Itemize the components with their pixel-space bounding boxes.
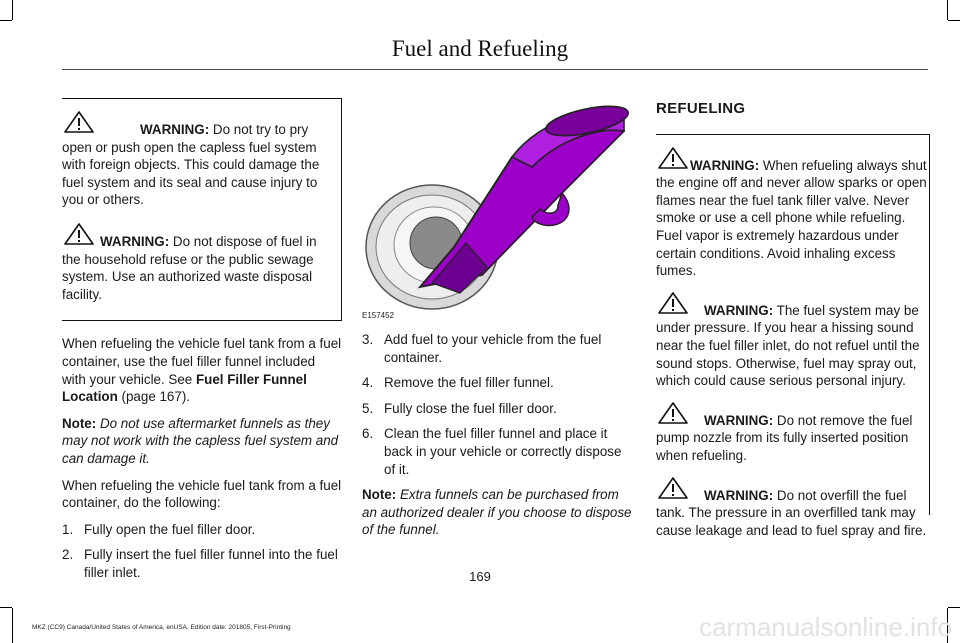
note <box>362 486 634 539</box>
cross-reference-link[interactable]: Fuel Filler Funnel Location <box>62 371 307 405</box>
right-column <box>656 100 930 538</box>
warning-text: Do not overfill the fuel tank. The pressure in an overfilled tank may cause leakage and lead to fuel spray and fire. <box>656 487 927 538</box>
warning-text: When refueling always shut the engine off and never allow sparks or open flames near the fuel tank filler valve. Never smoke or use a cell phone while refueling. Fuel vapor is extremely hazardous under certain conditions. Avoid inhaling excess fumes. <box>656 157 927 279</box>
warning-block <box>62 121 337 209</box>
warning-label: WARNING: <box>690 157 760 173</box>
paragraph: When refueling the vehicle fuel tank from a fuel container, do the following: <box>62 477 342 511</box>
warning-triangle-icon <box>64 111 94 133</box>
edition-footer: MKZ (CC9) Canada/United States of America, enUSA, Edition date: 201805, First-Printing <box>32 624 291 631</box>
list-item <box>362 374 634 392</box>
note <box>62 415 342 468</box>
crop-mark <box>12 608 13 643</box>
warning-label: WARNING: <box>704 302 774 318</box>
step-number: 2. <box>62 547 74 563</box>
step-number: 4. <box>362 375 374 391</box>
step-number: 5. <box>362 400 374 416</box>
note-text: Do not use aftermarket funnels as they may not work with the capless fuel system and can damage it. <box>62 415 339 466</box>
paragraph-text: When refueling the vehicle fuel tank from a fuel container, use the fuel filler funnel included with your vehicle. See <box>62 336 342 387</box>
warning-label: WARNING: <box>140 122 210 137</box>
step-text: Add fuel to your vehicle from the fuel container. <box>384 332 602 365</box>
middle-column <box>362 331 634 548</box>
warning-text: Do not try to pry open or push open the capless fuel system with foreign objects. This could damage the fuel system and its seal and cause injury to you or others. <box>62 122 320 208</box>
crop-mark <box>0 607 12 608</box>
step-text: Fully close the fuel filler door. <box>384 400 557 416</box>
step-text: Fully open the fuel filler door. <box>84 521 256 537</box>
left-column <box>62 98 342 589</box>
warning-label: WARNING: <box>704 412 774 428</box>
step-number: 6. <box>362 426 374 442</box>
figure-code: E157452 <box>362 311 395 320</box>
warning-triangle-icon <box>64 223 94 245</box>
list-item <box>62 521 342 539</box>
list-item <box>362 331 634 366</box>
crop-mark <box>0 20 12 21</box>
note-text: Extra funnels can be purchased from an authorized dealer if you choose to dispose of the funnel. <box>362 487 632 538</box>
note-label: Note: <box>362 487 397 503</box>
step-number: 3. <box>362 332 374 347</box>
warning-block <box>656 487 927 540</box>
paragraph <box>62 335 342 405</box>
list-item <box>362 400 634 418</box>
warning-text: The fuel system may be under pressure. If you hear a hissing sound near the fuel filler inlet, do not refuel until the sound stops. Otherwise, fuel may spray out, which could cause serious personal injury. <box>656 302 920 389</box>
warning-text: Do not dispose of fuel in the household refuse or the public sewage system. Use an authorized waste disposal facility. <box>62 233 317 302</box>
step-text: Fully insert the fuel filler funnel into the fuel filler inlet. <box>84 547 338 580</box>
warning-block <box>656 157 927 280</box>
warning-triangle-icon <box>658 292 688 314</box>
crop-mark <box>947 0 948 20</box>
note-label: Note: <box>62 415 97 431</box>
warning-label: WARNING: <box>100 233 170 249</box>
warning-box <box>656 134 930 538</box>
crop-mark <box>948 20 960 21</box>
watermark: carmanualsonline.info <box>699 612 952 642</box>
step-list <box>362 331 634 478</box>
warning-triangle-icon <box>658 477 688 499</box>
step-text: Remove the fuel filler funnel. <box>384 375 554 391</box>
crop-mark <box>948 607 960 608</box>
warning-box <box>62 98 342 321</box>
warning-text: Do not remove the fuel pump nozzle from its fully inserted position when refueling. <box>656 412 913 463</box>
warning-label: WARNING: <box>704 487 774 503</box>
warning-block <box>656 302 927 390</box>
section-heading: REFUELING <box>656 100 746 117</box>
fuel-funnel-illustration <box>362 97 632 317</box>
step-number: 1. <box>62 521 74 537</box>
warning-triangle-icon <box>658 402 688 424</box>
header-rule <box>62 69 928 70</box>
page-title: Fuel and Refueling <box>391 36 569 61</box>
warning-block <box>62 233 337 303</box>
warning-triangle-icon <box>658 147 688 169</box>
page-reference: (page 167). <box>117 389 191 405</box>
list-item <box>362 425 634 478</box>
step-text: Clean the fuel filler funnel and place it back in your vehicle or correctly dispose of it. <box>384 426 622 477</box>
crop-mark <box>12 0 13 20</box>
page-number: 169 <box>469 569 491 584</box>
warning-block <box>656 412 927 465</box>
